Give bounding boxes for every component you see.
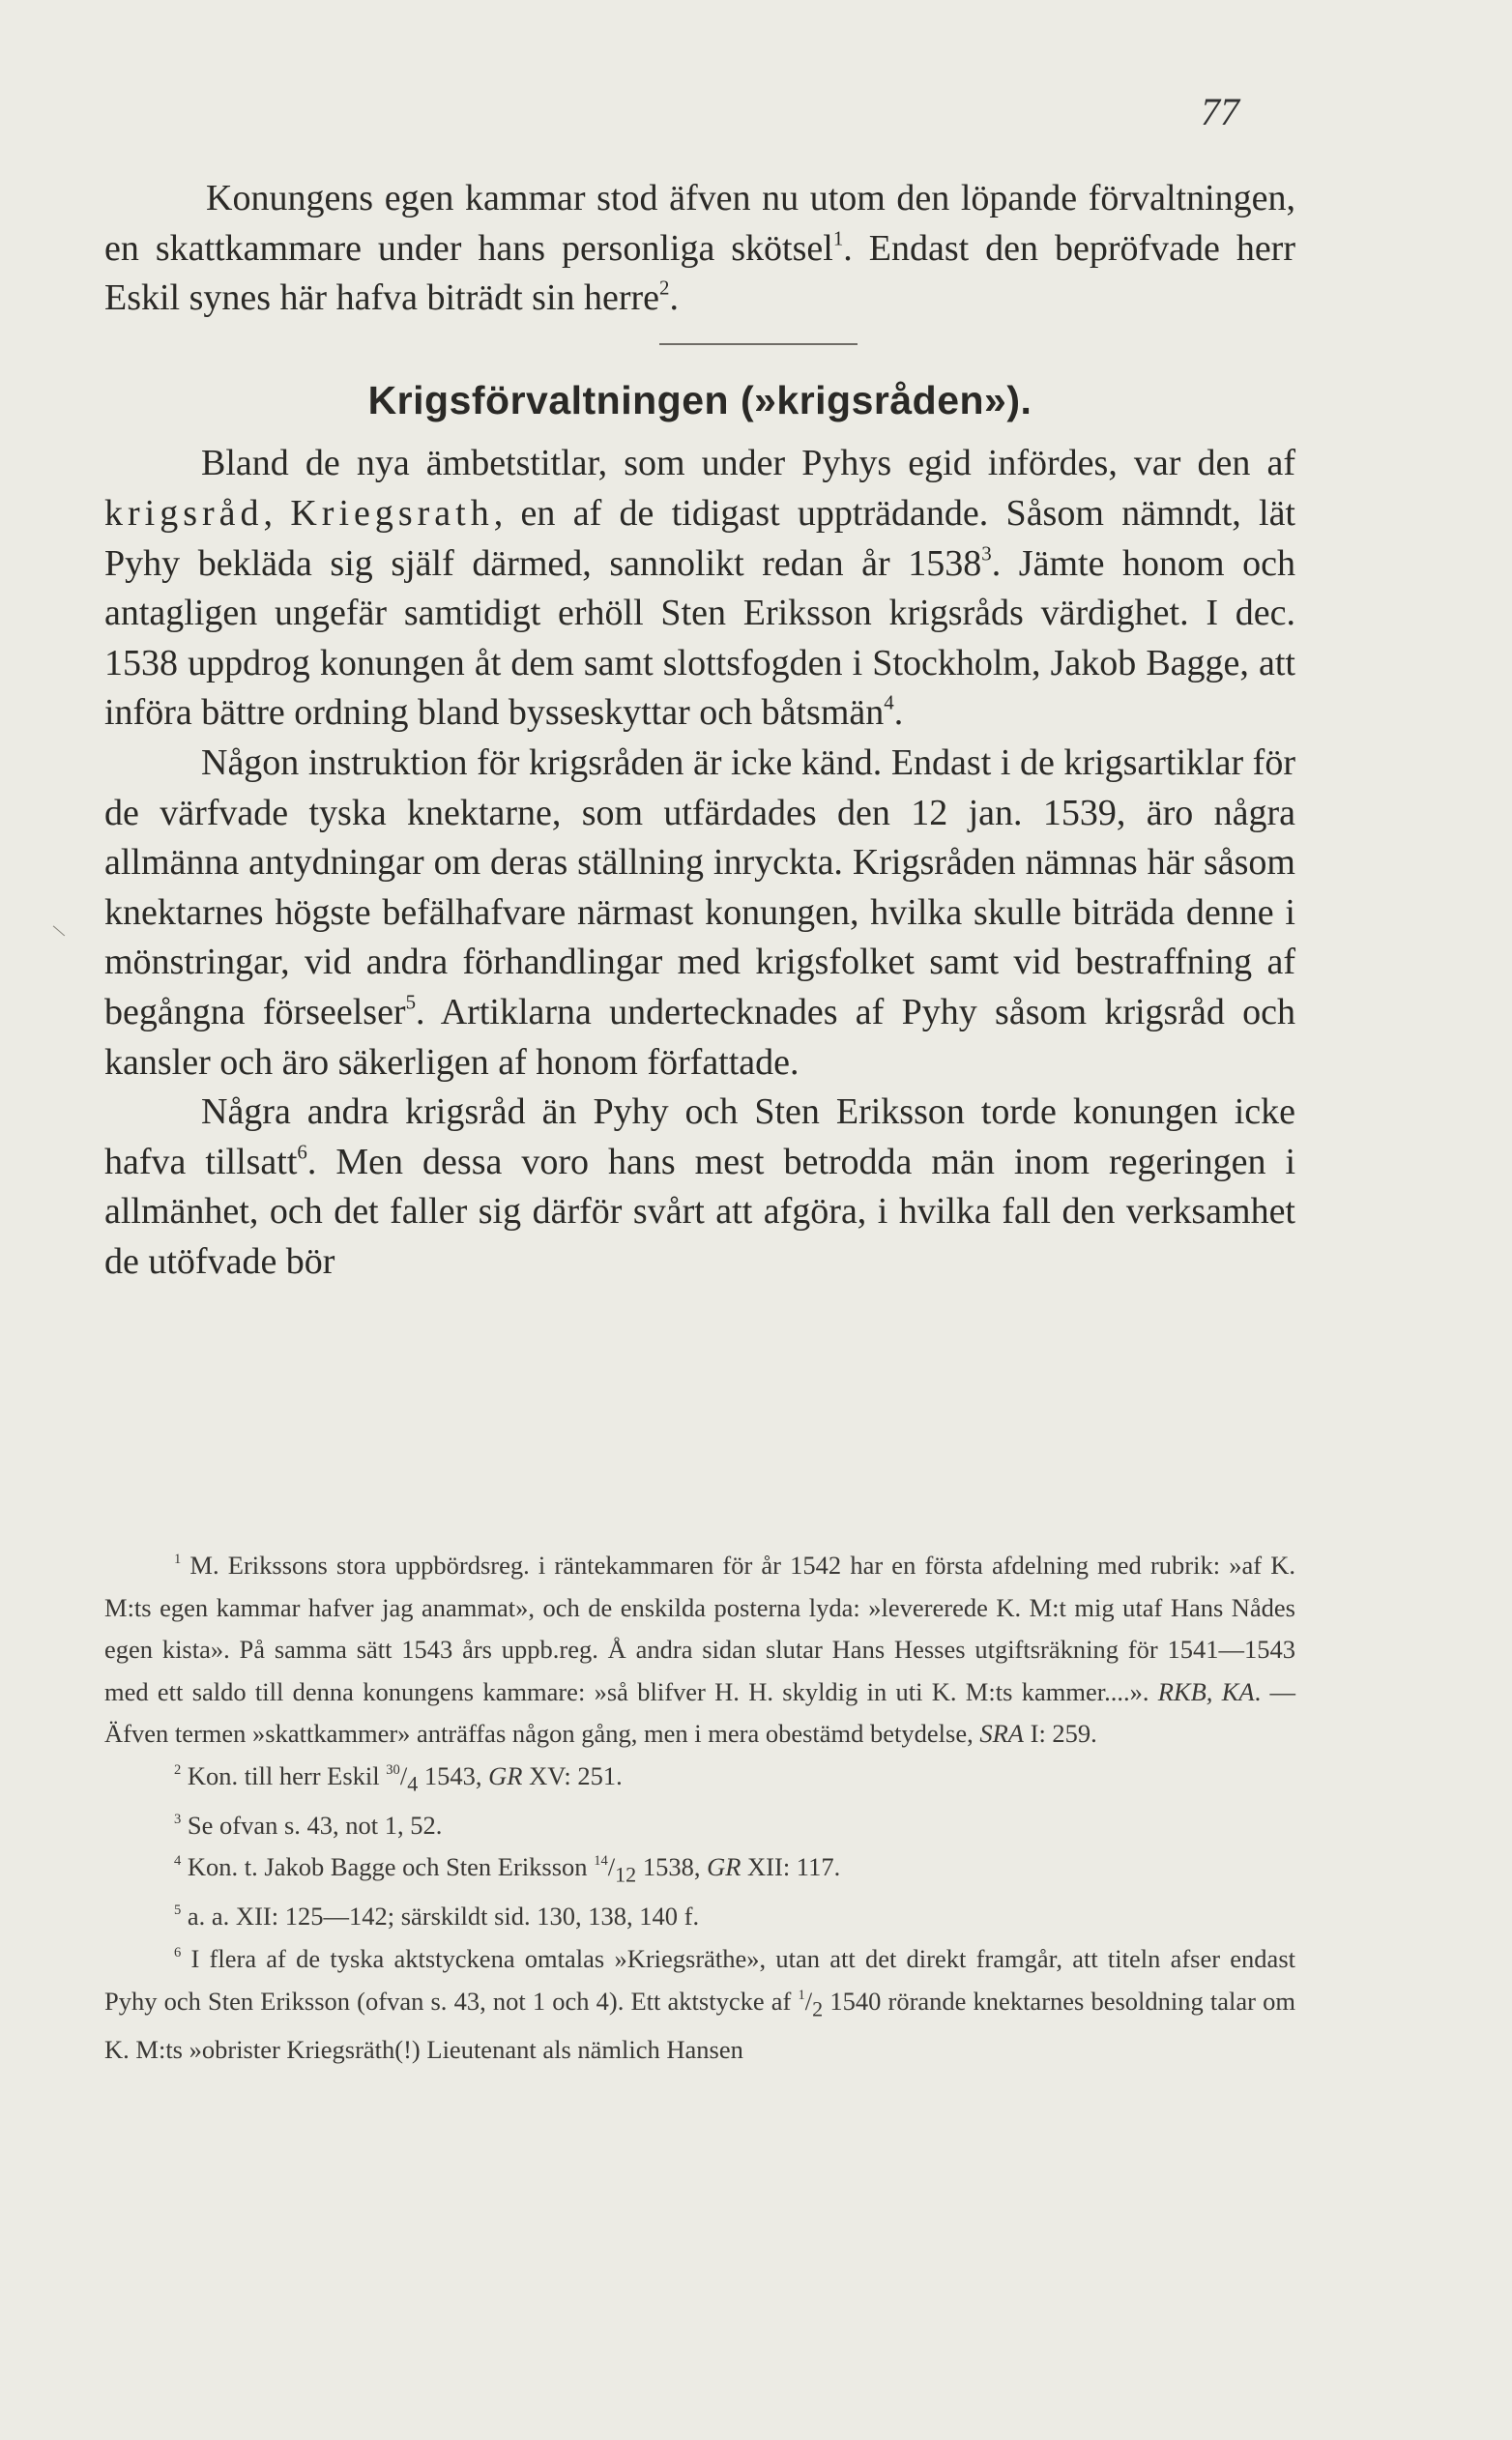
footnote-ref-1: 1 <box>832 225 844 249</box>
footnote-1: $^1$ M. Erikssons stora uppbördsreg. i räntekammaren för år 1542 har en första afdelning med rubrik: »af K. M:ts egen kammar hafver jag anammat», och de enskilda posterna lyda: »levererede K. M:t mig utaf Hans Nådes egen kista». På samma sätt 1543 års uppb.reg. Å andra sidan slutar Hans Hesses utgiftsräkning för 1541—1543 med ett saldo till denna konungens kammare: »så blifver H. H. skyldig in uti K. M:ts kammer....». RKB, KA. — Äfven termen »skattkammer» anträffas någon gång, men i mera obestämd betydelse, SRA I: 259. <box>104 1551 1295 1749</box>
footnote-2: $^2$ Kon. till herr Eskil $^{30}/_4$ 1543, GR XV: 251. <box>174 1760 623 1796</box>
footnote-4: $^4$ Kon. t. Jakob Bagge och Sten Eriksson $^{14}/_{12}$ 1538, GR XII: 117. <box>174 1852 841 1887</box>
section-divider <box>659 343 858 345</box>
section-heading: Krigsförvaltningen (»krigsråden»). <box>367 377 1032 422</box>
paragraph-instruktion: Någon instruktion för krigsråden är icke känd. Endast i de krigsartiklar för de värfvade tyska knektarne, som utfärdades den 12 jan. 1539, äro några allmänna antydningar om deras ställning inryckta. Krigsråden nämnas här såsom knektarnes högste befälhafvare närmast konungen, hvilka skulle biträda denne i mönstringar, vid andra förhandlingar med krigsfolket samt vid bestraffning af begångna förseelser$^5$. Artiklarna undertecknades af Pyhy såsom krigsråd och kansler och äro säkerligen af honom författade. <box>104 741 1296 1083</box>
footnote-ref-3: 3 <box>981 540 992 565</box>
paragraph-andra-krigsrad: Några andra krigsråd än Pyhy och Sten Eriksson torde konungen icke hafva tillsatt$^6$. Men dessa voro hans mest betrodda män inom regeringen i allmänhet, och det faller sig därför svårt att afgöra, i hvilka fall den verksamhet de utöfvade bör <box>104 1091 1296 1282</box>
footnote-ref-4: 4 <box>884 690 894 714</box>
page-number: 77 <box>1201 90 1239 133</box>
footnote-6: $^6$ I flera af de tyska aktstyckena omtalas »Kriegsräthe», utan att det direkt framgår, att titeln afser endast Pyhy och Sten Eriksson (ofvan s. 43, not 1 och 4). Ett aktstycke af $^1/_2$ 1540 rörande knektarnes besoldning talar om K. M:ts »obrister Kriegsräth(!) Lieutenant als nämlich Hansen <box>104 1943 1296 2065</box>
footnote-ref-6: 6 <box>297 1140 307 1164</box>
footnote-3: $^3$ Se ofvan s. 43, not 1, 52. <box>174 1810 443 1840</box>
paragraph-intro: Konungens egen kammar stod äfven nu utom den löpande förvaltningen, en skattkammare under hans personliga skötsel$^1$. Endast den bepröfvade herr Eskil synes här hafva biträdt sin herre$^2$. <box>104 178 1295 319</box>
footnotes <box>104 1545 1295 2072</box>
main-text <box>104 174 1295 1287</box>
footnote-ref-2: 2 <box>659 276 670 300</box>
footnote-5: $^5$ a. a. XII: 125—142; särskildt sid. 130, 138, 140 f. <box>174 1902 700 1932</box>
paragraph-krigsrad: Bland de nya ämbetstitlar, som under Pyhys egid infördes, var den af krigsråd, Kriegsrath, en af de tidigast uppträdande. Såsom nämndt, lät Pyhy bekläda sig själf därmed, sannolikt redan år 1538$^3$. Jämte honom och antagligen ungefär samtidigt erhöll Sten Eriksson krigsråds värdighet. I dec. 1538 uppdrog konungen åt dem samt slottsfogden i Stockholm, Jakob Bagge, att införa bättre ordning bland bysseskyttar och båtsmän$^4$. <box>104 443 1295 734</box>
footnote-ref-5: 5 <box>405 990 417 1014</box>
margin-mark: \ <box>49 918 68 943</box>
